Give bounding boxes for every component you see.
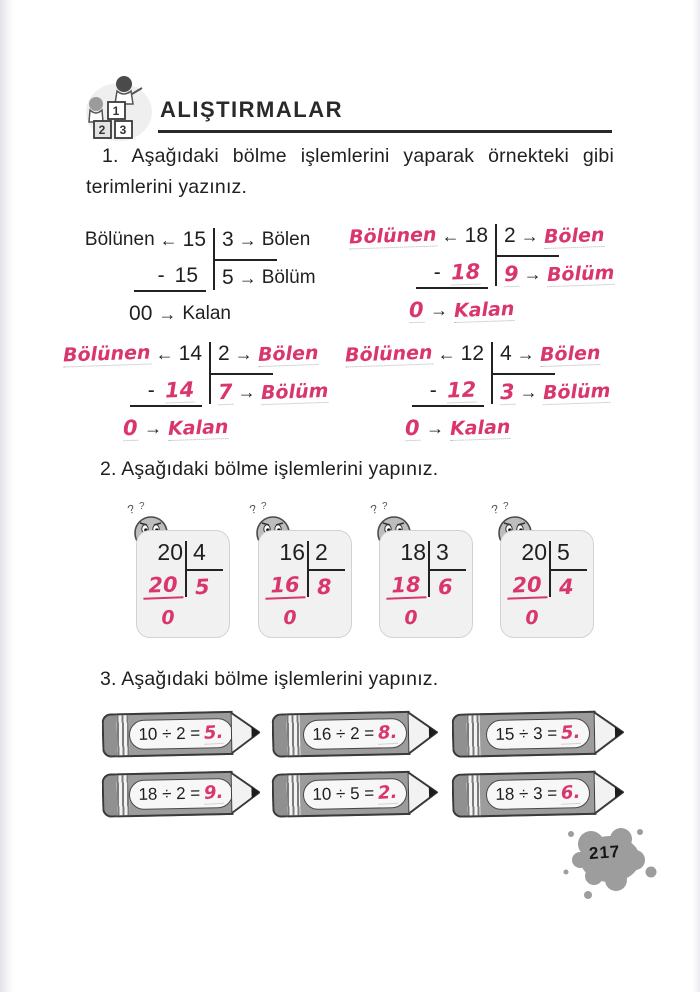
quotient-value-handwritten: 6 <box>437 574 454 600</box>
dividend-label-handwritten: Bölünen <box>344 340 433 367</box>
quotient-label-handwritten: Bölüm <box>260 379 329 405</box>
arrow-right-icon: → <box>158 303 177 324</box>
minus-sign: - <box>429 379 437 402</box>
kids-blocks-icon <box>84 74 154 142</box>
arrow-right-icon: → <box>516 343 535 364</box>
quotient-label: Bölüm <box>261 267 316 288</box>
exercise1-prompt: 1. Aşağıdaki bölme işlemlerini yaparak örnekteki gibi terimlerini yazınız. <box>86 145 614 199</box>
svg-text:?: ? <box>368 501 380 517</box>
block-number: 3 <box>119 123 127 137</box>
quotient-value-handwritten: 4 <box>558 574 575 600</box>
pencil-equation <box>102 708 261 759</box>
pencil-tip <box>408 769 439 816</box>
answer-handwritten: 2. <box>377 781 399 804</box>
dividend-value: 12 <box>460 342 484 365</box>
exercise2-prompt: 2. Aşağıdaki bölme işlemlerini yapınız. <box>100 458 439 480</box>
svg-text:?: ? <box>247 501 259 517</box>
remainder-value-handwritten: 0 <box>405 415 421 441</box>
pencil-end-cap <box>272 713 288 757</box>
division-horizontal-line <box>209 373 273 375</box>
pencil-stripes <box>116 773 130 817</box>
equation-text: 10 ÷ 2 = <box>138 723 201 744</box>
arrow-left-icon: ← <box>159 229 178 250</box>
subtract-value-handwritten: 14 <box>164 377 195 403</box>
dividend-value: 15 <box>182 228 206 251</box>
divisor-value: 2 <box>504 224 516 247</box>
subtract-value-handwritten: 18 <box>386 572 427 599</box>
divisor-value: 2 <box>315 539 328 565</box>
block-number: 1 <box>112 104 120 118</box>
pencil-stripes <box>287 713 301 757</box>
subtract-value-handwritten: 20 <box>507 572 548 599</box>
quotient-value-handwritten: 3 <box>499 379 516 405</box>
quotient-value-handwritten: 8 <box>316 574 333 600</box>
divisor-label-handwritten: Bölen <box>257 341 319 366</box>
division-horizontal-line <box>213 259 277 261</box>
division-problem-handwritten <box>62 340 366 450</box>
minus-sign: - <box>433 261 441 284</box>
quotient-label-handwritten: Bölüm <box>546 261 615 287</box>
pencil-equation <box>452 708 625 760</box>
division-problem-handwritten <box>344 340 648 450</box>
divisor-value: 2 <box>218 342 230 365</box>
divisor-label-handwritten: Bölen <box>543 223 605 248</box>
subtract-value-handwritten: 18 <box>450 259 481 285</box>
svg-text:?: ? <box>139 501 145 512</box>
pencil-equation <box>102 768 261 819</box>
pencil-tip <box>594 769 625 816</box>
dividend-value: 20 <box>157 539 183 565</box>
pencil-tip <box>230 709 260 756</box>
pencil-tip <box>230 769 260 816</box>
remainder-value-handwritten: 0 <box>160 606 175 630</box>
equation-text: 16 ÷ 2 = <box>312 723 375 744</box>
arrow-right-icon: → <box>430 300 449 320</box>
pencil-end-cap <box>452 773 468 817</box>
answer-handwritten: 5. <box>560 721 582 744</box>
quotient-label-handwritten: Bölüm <box>542 379 611 405</box>
scan-shadow-right <box>692 0 700 992</box>
equation-text: 10 ÷ 5 = <box>312 783 375 804</box>
equation-text: 15 ÷ 3 = <box>495 723 558 744</box>
arrow-right-icon: → <box>238 267 257 288</box>
pencil-stripes <box>467 773 481 817</box>
dividend-label-handwritten: Bölünen <box>348 222 437 249</box>
remainder-label-handwritten: Kalan <box>449 415 511 441</box>
scan-artifact-top <box>0 0 700 6</box>
remainder-value: 00 <box>129 302 153 325</box>
pencil-tip <box>408 709 439 756</box>
pencil-end-cap <box>102 713 118 757</box>
remainder-value-handwritten: 0 <box>403 606 418 630</box>
answer-handwritten: 8. <box>377 721 399 744</box>
minus-sign: - <box>147 379 155 402</box>
pencil-end-cap <box>272 773 288 817</box>
answer-handwritten: 5. <box>203 721 225 744</box>
division-card <box>379 530 473 638</box>
pencil-stripes <box>287 773 301 817</box>
svg-text:?: ? <box>503 501 509 512</box>
pencil-tip <box>594 709 625 756</box>
divisor-value: 4 <box>193 539 206 565</box>
dividend-value: 14 <box>178 342 202 365</box>
subtract-value-handwritten: 20 <box>143 572 184 599</box>
arrow-right-icon: → <box>523 264 542 284</box>
remainder-value-handwritten: 0 <box>282 606 297 630</box>
dividend-label: Bölünen <box>84 229 155 250</box>
quotient-value-handwritten: 7 <box>217 379 234 405</box>
arrow-right-icon: → <box>520 225 539 246</box>
pencil-stripes <box>116 713 130 757</box>
arrow-right-icon: → <box>144 418 163 438</box>
arrow-left-icon: ← <box>441 225 460 246</box>
minus-sign: - <box>157 264 165 287</box>
pencil-end-cap <box>102 773 118 817</box>
arrow-left-icon: ← <box>155 343 174 364</box>
quotient-value-handwritten: 5 <box>194 574 211 600</box>
answer-handwritten: 9. <box>203 781 225 804</box>
arrow-right-icon: → <box>426 418 445 438</box>
subtract-value: 15 <box>174 264 198 287</box>
remainder-label: Kalan <box>182 303 231 324</box>
page-number: 217 <box>588 841 621 864</box>
svg-text:?: ? <box>125 501 137 517</box>
arrow-right-icon: → <box>519 382 538 402</box>
section-title: ALIŞTIRMALAR <box>160 97 343 122</box>
subtract-value-handwritten: 12 <box>446 377 477 403</box>
divisor-value: 5 <box>557 539 570 565</box>
quotient-value-handwritten: 9 <box>503 261 520 287</box>
dividend-value: 16 <box>279 539 305 565</box>
divisor-value: 3 <box>222 228 234 251</box>
divisor-value: 3 <box>436 539 449 565</box>
svg-text:?: ? <box>489 501 501 517</box>
division-card <box>258 530 352 638</box>
title-underline <box>158 130 612 133</box>
equation-text: 18 ÷ 3 = <box>495 783 558 804</box>
remainder-value-handwritten: 0 <box>123 415 139 441</box>
svg-text:?: ? <box>382 501 388 512</box>
quotient-value: 5 <box>222 266 234 289</box>
answer-handwritten: 6. <box>560 781 582 804</box>
pencil-equation <box>272 708 439 759</box>
divisor-label: Bölen <box>261 229 311 250</box>
arrow-right-icon: → <box>238 229 257 250</box>
exercise3-prompt: 3. Aşağıdaki bölme işlemlerini yapınız. <box>100 668 439 690</box>
block-number: 2 <box>98 123 106 137</box>
division-card <box>500 530 594 638</box>
remainder-value-handwritten: 0 <box>524 606 539 630</box>
arrow-right-icon: → <box>234 343 253 364</box>
dividend-label-handwritten: Bölünen <box>62 340 151 367</box>
division-card <box>136 530 230 638</box>
dividend-value: 18 <box>400 539 426 565</box>
arrow-left-icon: ← <box>437 343 456 364</box>
scan-shadow-left <box>0 0 14 992</box>
pencil-end-cap <box>452 713 468 757</box>
division-example-printed <box>80 226 370 336</box>
division-horizontal-line <box>491 373 555 375</box>
remainder-label-handwritten: Kalan <box>453 297 515 323</box>
equation-text: 18 ÷ 2 = <box>138 783 201 804</box>
divisor-label-handwritten: Bölen <box>539 341 601 366</box>
subtract-value-handwritten: 16 <box>265 572 306 599</box>
divisor-value: 4 <box>500 342 512 365</box>
division-horizontal-line <box>495 255 559 257</box>
arrow-right-icon: → <box>237 382 256 402</box>
pencil-stripes <box>467 713 481 757</box>
dividend-value: 18 <box>464 224 488 247</box>
division-problem-handwritten <box>348 222 652 332</box>
pencil-equation <box>272 768 439 819</box>
remainder-label-handwritten: Kalan <box>167 415 229 441</box>
dividend-value: 20 <box>521 539 547 565</box>
remainder-value-handwritten: 0 <box>409 297 425 323</box>
svg-text:?: ? <box>261 501 267 512</box>
